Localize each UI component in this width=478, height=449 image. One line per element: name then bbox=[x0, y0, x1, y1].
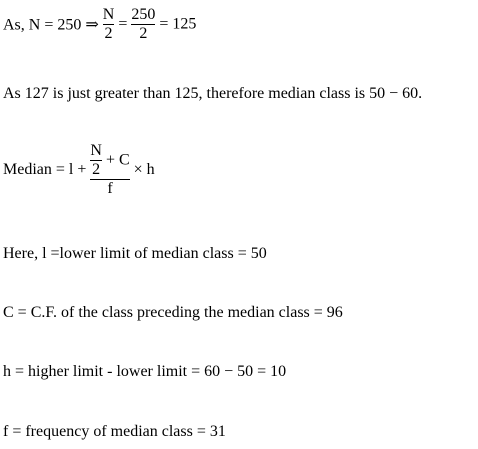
median-main-fraction bbox=[90, 142, 129, 198]
median-formula-prefix: Median = l + bbox=[3, 161, 87, 178]
median-formula bbox=[3, 142, 155, 198]
lower-limit-definition: Here, l =lower limit of median class = 50 bbox=[3, 245, 267, 262]
main-fraction-numerator bbox=[90, 142, 129, 179]
equals-sign: = bbox=[118, 15, 128, 33]
fraction-denominator: 2 bbox=[92, 161, 101, 178]
cumulative-frequency-definition: C = C.F. of the class preceding the median class = 96 bbox=[3, 304, 343, 321]
250-over-2-fraction bbox=[131, 6, 155, 43]
median-formula-suffix: × h bbox=[133, 161, 155, 178]
fraction-numerator: 250 bbox=[131, 6, 156, 23]
class-width-definition: h = higher limit - lower limit = 60 − 50 = 10 bbox=[3, 363, 287, 380]
n-half-result: = 125 bbox=[159, 15, 197, 33]
n-half-prefix: As, N = 250 ⇒ bbox=[3, 16, 99, 34]
fraction-numerator: N bbox=[102, 6, 115, 23]
plus-c-term: + C bbox=[105, 151, 130, 169]
fraction-denominator: 2 bbox=[104, 25, 113, 42]
median-class-statement: As 127 is just greater than 125, therefore median class is 50 − 60. bbox=[3, 85, 423, 102]
fraction-numerator: N bbox=[90, 142, 102, 159]
fraction-denominator: 2 bbox=[139, 25, 148, 42]
frequency-definition: f = frequency of median class = 31 bbox=[3, 423, 226, 440]
main-fraction-denominator: f bbox=[107, 180, 113, 197]
inner-n-over-2-fraction bbox=[90, 142, 102, 179]
n-over-2-fraction bbox=[103, 6, 115, 43]
n-half-line bbox=[3, 6, 196, 43]
